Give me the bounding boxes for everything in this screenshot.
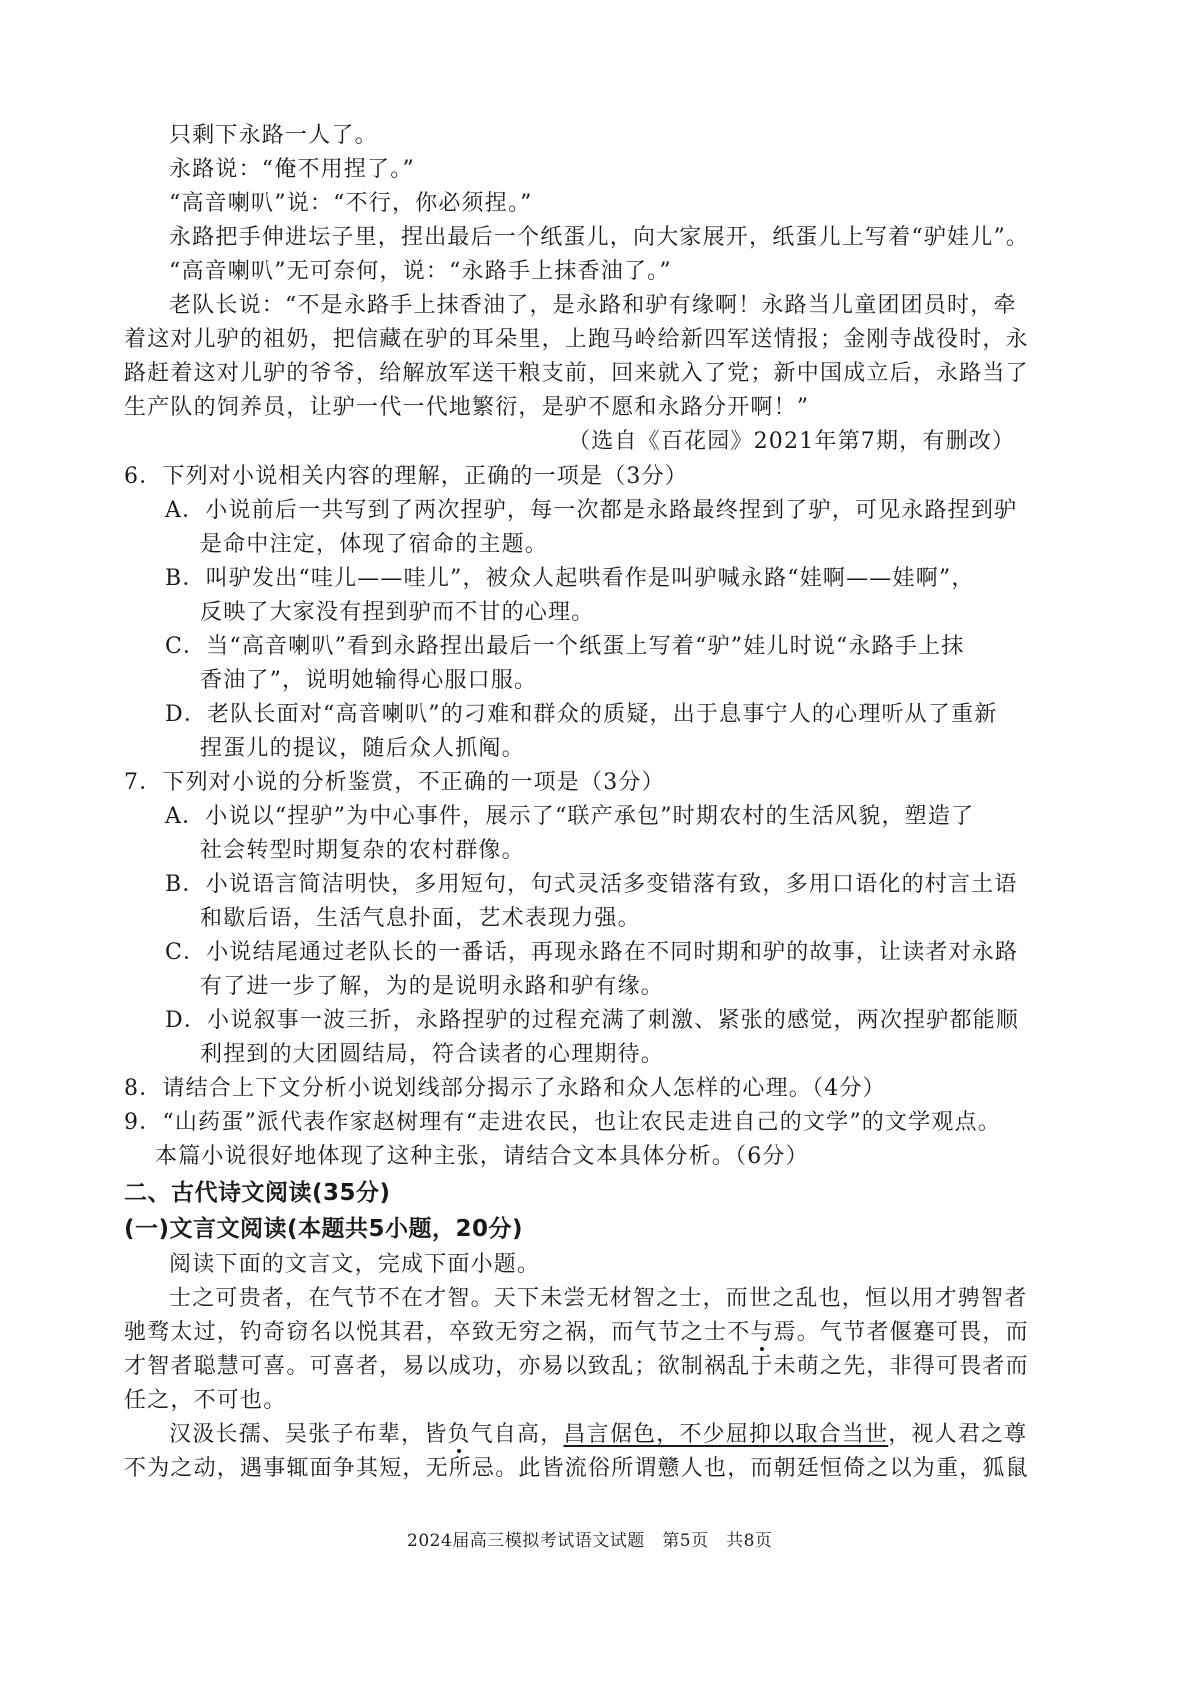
story-line-9: 生产队的饲养员，让驴一代一代地繁衍，是驴不愿和永路分开啊！”	[124, 395, 810, 420]
subsection-heading-classical-chinese: (一)文言文阅读(本题共5小题，20分)	[124, 1216, 524, 1242]
wenyan-text: 驰骛太过，钓奇窃名以悦其君，卒致无穷之祸，而气节之士不	[124, 1320, 751, 1345]
emphasis-dot-fu: 负	[447, 1422, 471, 1447]
section-heading-ancient-poetry: 二、古代诗文阅读(35分)	[124, 1180, 391, 1206]
wenyan-line-4: 任之，不可也。	[124, 1388, 287, 1413]
story-line-3: “高音喇叭”说：“不行，你必须捏。”	[169, 191, 533, 216]
q7-option-b-cont: 和歇后语，生活气息扑面，艺术表现力强。	[200, 906, 641, 931]
q6-option-c: C．当“高音喇叭”看到永路捏出最后一个纸蛋上写着“驴”娃儿时说“永路手上抹	[165, 634, 965, 659]
story-line-4: 永路把手伸进坛子里，捏出最后一个纸蛋儿，向大家展开，纸蛋儿上写着“驴娃儿”。	[169, 225, 1030, 250]
story-line-7: 着这对儿驴的祖奶，把信藏在驴的耳朵里，上跑马岭给新四军送情报；金刚寺战役时，永	[124, 327, 1029, 352]
q7-option-c: C．小说结尾通过老队长的一番话，再现永路在不同时期和驴的故事，让读者对永路	[165, 940, 1019, 965]
wenyan-line-1: 士之可贵者，在气节不在才智。天下未尝无材智之士，而世之乱也，恒以用才骋智者	[169, 1286, 1028, 1311]
q6-stem: 6．下列对小说相关内容的理解，正确的一项是（3分）	[124, 464, 688, 489]
wenyan-line-6: 不为之动，遇事辄面争其短，无所忌。此皆流俗所谓戆人也，而朝廷恒倚之以为重，狐鼠	[124, 1456, 1029, 1481]
q9-stem: 9．“山药蛋”派代表作家赵树理有“走进农民，也让农民走进自己的文学”的文学观点。	[124, 1110, 1001, 1135]
story-line-8: 路赶着这对儿驴的爷爷，给解放军送干粮支前，回来就入了党；新中国成立后，永路当了	[124, 361, 1029, 386]
story-line-1: 只剩下永路一人了。	[169, 123, 378, 148]
emphasis-dot-yu: 与	[750, 1320, 774, 1345]
wenyan-text: 焉。气节者偃蹇可畏，而	[773, 1320, 1029, 1345]
q7-option-a: A．小说以“捏驴”为中心事件，展示了“联产承包”时期农村的生活风貌，塑造了	[165, 804, 975, 829]
q7-option-a-cont: 社会转型时期复杂的农村群像。	[200, 838, 525, 863]
q6-option-b: B．叫驴发出“哇儿——哇儿”，被众人起哄看作是叫驴喊永路“娃啊——娃啊”，	[165, 566, 975, 591]
wenyan-text: 汉汲长孺、吴张子布辈，皆	[169, 1422, 448, 1447]
q7-stem: 7．下列对小说的分析鉴赏，不正确的一项是（3分）	[124, 770, 665, 795]
page-footer: 2024届高三模拟考试语文试题 第5页 共8页	[407, 1531, 773, 1551]
underlined-sentence: 昌言倨色，不少屈抑以取合当世	[563, 1422, 889, 1447]
reading-instruction: 阅读下面的文言文，完成下面小题。	[169, 1252, 541, 1277]
q6-option-a: A．小说前后一共写到了两次捏驴，每一次都是永路最终捏到了驴，可见永路捏到驴	[165, 498, 1018, 523]
q7-option-d-cont: 利捏到的大团圆结局，符合读者的心理期待。	[200, 1042, 665, 1067]
wenyan-text: ，视人君之尊	[888, 1422, 1028, 1447]
q6-option-c-cont: 香油了”，说明她输得心服口服。	[200, 668, 538, 693]
story-line-6: 老队长说：“不是永路手上抹香油了，是永路和驴有缘啊！永路当儿童团团员时，牵	[169, 293, 1017, 318]
wenyan-line-2	[124, 1320, 1029, 1346]
q6-option-d-cont: 捏蛋儿的提议，随后众人抓阄。	[200, 736, 525, 761]
wenyan-line-3: 才智者聪慧可喜。可喜者，易以成功，亦易以致乱；欲制祸乱于未萌之先，非得可畏者而	[124, 1354, 1029, 1379]
q9-stem-cont: 本篇小说很好地体现了这种主张，请结合文本具体分析。（6分）	[155, 1144, 809, 1169]
q6-option-b-cont: 反映了大家没有捏到驴而不甘的心理。	[200, 600, 595, 625]
q7-option-d: D．小说叙事一波三折，永路捏驴的过程充满了刺激、紧张的感觉，两次捏驴都能顺	[165, 1008, 1020, 1033]
wenyan-line-5	[169, 1422, 1027, 1448]
q8-stem: 8．请结合上下文分析小说划线部分揭示了永路和众人怎样的心理。（4分）	[124, 1076, 886, 1101]
q6-option-d: D．老队长面对“高音喇叭”的刁难和群众的质疑，出于息事宁人的心理听从了重新	[165, 702, 998, 727]
q7-option-b: B．小说语言简洁明快，多用短句，句式灵活多变错落有致，多用口语化的村言土语	[165, 872, 1018, 897]
story-line-2: 永路说：“俺不用捏了。”	[169, 157, 415, 182]
story-line-5: “高音喇叭”无可奈何，说：“永路手上抹香油了。”	[169, 259, 672, 284]
source-note: （选自《百花园》2021年第7期，有删改）	[568, 429, 1016, 454]
q6-option-a-cont: 是命中注定，体现了宿命的主题。	[200, 532, 549, 557]
wenyan-text: 气自高，	[470, 1422, 564, 1447]
q7-option-c-cont: 有了进一步了解，为的是说明永路和驴有缘。	[200, 974, 665, 999]
